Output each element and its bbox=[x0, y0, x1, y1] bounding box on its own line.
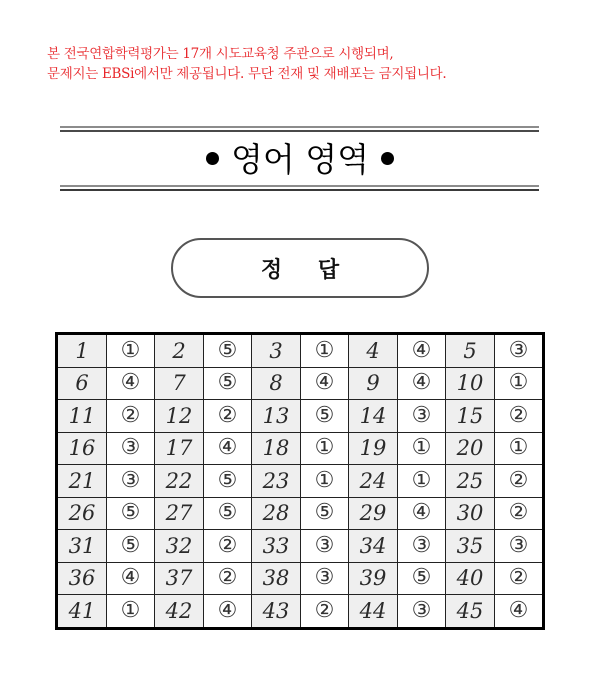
question-number: 12 bbox=[155, 400, 204, 433]
notice-line-1: 본 전국연합학력평가는 17개 시도교육청 주관으로 시행되며, bbox=[47, 46, 394, 62]
answer-choice: ① bbox=[398, 432, 446, 465]
answer-choice: ④ bbox=[107, 562, 155, 595]
table-row bbox=[57, 595, 544, 629]
question-number: 37 bbox=[155, 562, 204, 595]
answer-choice: ④ bbox=[204, 595, 252, 629]
answer-choice: ⑤ bbox=[204, 497, 252, 530]
answer-key-label-text: 정 답 bbox=[260, 257, 354, 283]
answer-choice: ② bbox=[204, 400, 252, 433]
question-number: 30 bbox=[446, 497, 495, 530]
question-number: 28 bbox=[252, 497, 301, 530]
answer-choice: ② bbox=[301, 595, 349, 629]
title-rule-top-thick bbox=[60, 130, 539, 132]
question-number: 41 bbox=[57, 595, 107, 629]
question-number: 17 bbox=[155, 432, 204, 465]
copyright-notice bbox=[47, 44, 567, 84]
answer-choice: ④ bbox=[107, 367, 155, 400]
answer-choice: ⑤ bbox=[301, 400, 349, 433]
table-row bbox=[57, 432, 544, 465]
bullet-icon-left bbox=[206, 152, 219, 165]
answer-choice: ④ bbox=[398, 367, 446, 400]
answer-choice: ③ bbox=[301, 562, 349, 595]
question-number: 22 bbox=[155, 465, 204, 498]
answer-choice: ② bbox=[495, 465, 544, 498]
question-number: 3 bbox=[252, 334, 301, 368]
answer-choice: ② bbox=[107, 400, 155, 433]
answer-choice: ⑤ bbox=[204, 334, 252, 368]
table-row bbox=[57, 334, 544, 368]
table-row bbox=[57, 562, 544, 595]
question-number: 38 bbox=[252, 562, 301, 595]
question-number: 34 bbox=[349, 530, 398, 563]
question-number: 20 bbox=[446, 432, 495, 465]
question-number: 29 bbox=[349, 497, 398, 530]
question-number: 8 bbox=[252, 367, 301, 400]
answer-choice: ② bbox=[204, 562, 252, 595]
question-number: 9 bbox=[349, 367, 398, 400]
table-row bbox=[57, 497, 544, 530]
answer-choice: ② bbox=[495, 497, 544, 530]
answer-choice: ③ bbox=[398, 530, 446, 563]
title-rule-bottom-thick bbox=[60, 189, 539, 191]
table-row bbox=[57, 400, 544, 433]
question-number: 5 bbox=[446, 334, 495, 368]
title-rule-bottom-thin bbox=[60, 185, 539, 187]
answer-choice: ② bbox=[495, 562, 544, 595]
question-number: 6 bbox=[57, 367, 107, 400]
question-number: 32 bbox=[155, 530, 204, 563]
question-number: 36 bbox=[57, 562, 107, 595]
answer-choice: ① bbox=[495, 432, 544, 465]
answer-choice: ① bbox=[398, 465, 446, 498]
question-number: 35 bbox=[446, 530, 495, 563]
answer-key-table bbox=[55, 332, 545, 630]
question-number: 33 bbox=[252, 530, 301, 563]
question-number: 11 bbox=[57, 400, 107, 433]
answer-choice: ① bbox=[107, 334, 155, 368]
question-number: 13 bbox=[252, 400, 301, 433]
notice-line-2: 문제지는 EBSi에서만 제공됩니다. 무단 전재 및 재배포는 금지됩니다. bbox=[47, 66, 447, 82]
question-number: 23 bbox=[252, 465, 301, 498]
question-number: 25 bbox=[446, 465, 495, 498]
answer-choice: ③ bbox=[398, 595, 446, 629]
answer-choice: ③ bbox=[107, 465, 155, 498]
answer-choice: ② bbox=[495, 400, 544, 433]
answer-choice: ④ bbox=[204, 432, 252, 465]
question-number: 27 bbox=[155, 497, 204, 530]
subject-title bbox=[0, 139, 600, 181]
title-rule-top-thin bbox=[60, 126, 539, 128]
answer-choice: ① bbox=[301, 432, 349, 465]
answer-choice: ③ bbox=[495, 530, 544, 563]
answer-choice: ④ bbox=[495, 595, 544, 629]
question-number: 44 bbox=[349, 595, 398, 629]
answer-choice: ⑤ bbox=[204, 367, 252, 400]
question-number: 16 bbox=[57, 432, 107, 465]
question-number: 43 bbox=[252, 595, 301, 629]
question-number: 42 bbox=[155, 595, 204, 629]
answer-choice: ④ bbox=[398, 497, 446, 530]
question-number: 7 bbox=[155, 367, 204, 400]
question-number: 31 bbox=[57, 530, 107, 563]
answer-choice: ⑤ bbox=[107, 497, 155, 530]
question-number: 45 bbox=[446, 595, 495, 629]
answer-choice: ③ bbox=[495, 334, 544, 368]
question-number: 4 bbox=[349, 334, 398, 368]
question-number: 39 bbox=[349, 562, 398, 595]
question-number: 40 bbox=[446, 562, 495, 595]
question-number: 10 bbox=[446, 367, 495, 400]
answer-choice: ① bbox=[495, 367, 544, 400]
question-number: 18 bbox=[252, 432, 301, 465]
answer-choice: ① bbox=[107, 595, 155, 629]
subject-title-text: 영어 영역 bbox=[230, 140, 369, 179]
question-number: 14 bbox=[349, 400, 398, 433]
answer-choice: ④ bbox=[398, 334, 446, 368]
question-number: 2 bbox=[155, 334, 204, 368]
answer-choice: ① bbox=[301, 334, 349, 368]
answer-choice: ③ bbox=[301, 530, 349, 563]
question-number: 24 bbox=[349, 465, 398, 498]
question-number: 21 bbox=[57, 465, 107, 498]
answer-choice: ⑤ bbox=[301, 497, 349, 530]
question-number: 26 bbox=[57, 497, 107, 530]
table-row bbox=[57, 465, 544, 498]
question-number: 19 bbox=[349, 432, 398, 465]
answer-key-label bbox=[171, 238, 429, 298]
bullet-icon-right bbox=[381, 152, 394, 165]
table-row bbox=[57, 367, 544, 400]
answer-choice: ③ bbox=[107, 432, 155, 465]
answer-choice: ③ bbox=[398, 400, 446, 433]
answer-choice: ① bbox=[301, 465, 349, 498]
answer-choice: ④ bbox=[301, 367, 349, 400]
answer-choice: ⑤ bbox=[107, 530, 155, 563]
answer-choice: ⑤ bbox=[398, 562, 446, 595]
question-number: 1 bbox=[57, 334, 107, 368]
question-number: 15 bbox=[446, 400, 495, 433]
table-row bbox=[57, 530, 544, 563]
answer-choice: ⑤ bbox=[204, 465, 252, 498]
answer-choice: ② bbox=[204, 530, 252, 563]
